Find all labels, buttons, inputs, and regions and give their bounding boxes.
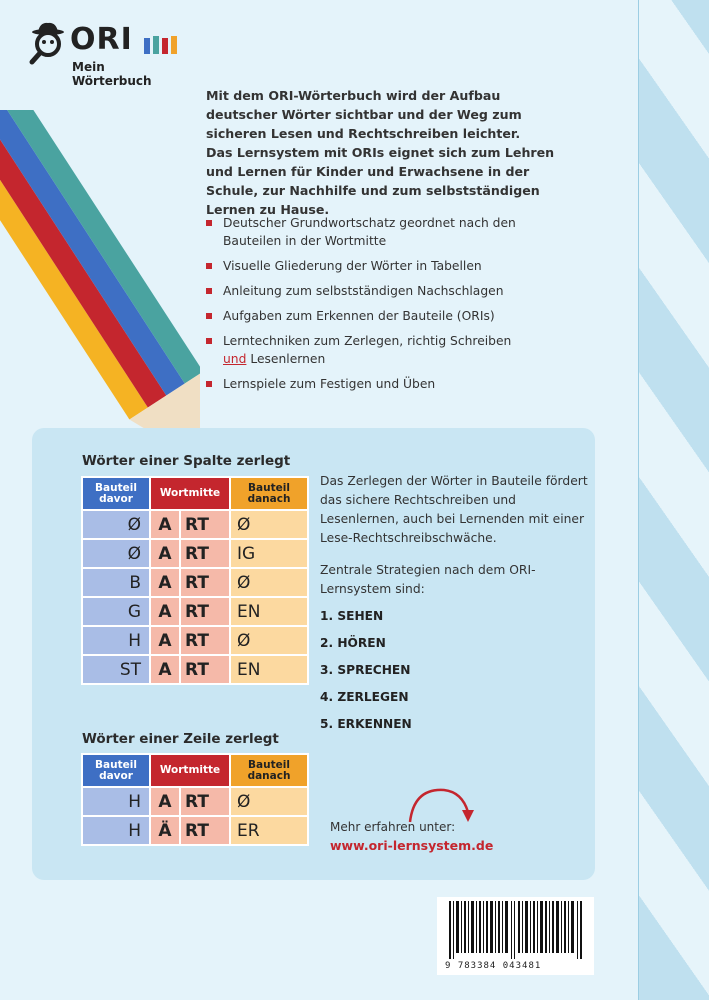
- cell-before: ST: [82, 655, 150, 684]
- cell-vowel: A: [150, 568, 180, 597]
- table-row: [82, 568, 308, 597]
- table-row: [82, 626, 308, 655]
- strategy-item: 3. SPRECHEN: [320, 663, 411, 677]
- feature-item: Aufgaben zum Erkennen der Bauteile (ORIs): [206, 307, 536, 325]
- feature-highlight: und: [223, 352, 247, 366]
- decorative-stripes: [639, 0, 709, 1000]
- intro-paragraph-2: Das Lernsystem mit ORIs eignet sich zum Lehren und Lernen für Kinder und Erwachsene in der Schule, zur Nachhilfe und zum selbstständigen Lernen zu Hause.: [206, 145, 555, 217]
- cell-vowel: A: [150, 510, 180, 539]
- more-info-label: Mehr erfahren unter:: [330, 820, 456, 834]
- logo: [28, 22, 188, 88]
- table-row: [82, 816, 308, 845]
- intro-paragraph-1: Mit dem ORI-Wörterbuch wird der Aufbau deutscher Wörter sichtbar und der Weg zum sicheren Lesen und Rechtschreiben leichter.: [206, 88, 522, 141]
- cell-vowel: A: [150, 787, 180, 816]
- cell-middle: RT: [180, 816, 230, 845]
- cell-before: H: [82, 626, 150, 655]
- cell-middle: RT: [180, 626, 230, 655]
- cell-before: H: [82, 787, 150, 816]
- cell-middle: RT: [180, 568, 230, 597]
- logo-wordmark: ORI: [70, 22, 133, 57]
- strategy-item: 4. ZERLEGEN: [320, 690, 409, 704]
- barcode-bars: [445, 901, 587, 959]
- cell-before: Ø: [82, 510, 150, 539]
- cell-after: Ø: [230, 510, 308, 539]
- table-column-title: Wörter einer Spalte zerlegt: [82, 453, 291, 469]
- word-table-row: [81, 753, 309, 846]
- word-table-column: [81, 476, 309, 685]
- cell-vowel: A: [150, 655, 180, 684]
- detective-icon: [28, 22, 72, 72]
- cell-after: Ø: [230, 626, 308, 655]
- table-row: [82, 510, 308, 539]
- table-row: [82, 655, 308, 684]
- cell-vowel: A: [150, 597, 180, 626]
- header-middle: Wortmitte: [150, 477, 230, 510]
- pencil-illustration: [0, 110, 200, 450]
- cell-before: H: [82, 816, 150, 845]
- header-after: Bauteil danach: [230, 754, 308, 787]
- cell-middle: RT: [180, 597, 230, 626]
- cell-after: Ø: [230, 568, 308, 597]
- cell-before: G: [82, 597, 150, 626]
- cell-middle: RT: [180, 787, 230, 816]
- strategies-intro: Zentrale Strategien nach dem ORI-Lernsystem sind:: [320, 563, 536, 596]
- feature-item: Anleitung zum selbstständigen Nachschlagen: [206, 282, 536, 300]
- strategy-item: 1. SEHEN: [320, 609, 384, 623]
- feature-text: Lesenlernen: [250, 352, 326, 366]
- cell-after: IG: [230, 539, 308, 568]
- cell-middle: RT: [180, 510, 230, 539]
- intro-text: [206, 86, 566, 219]
- cell-after: EN: [230, 597, 308, 626]
- header-after: Bauteil danach: [230, 477, 308, 510]
- spine-divider: [638, 0, 639, 1000]
- table-row: [82, 539, 308, 568]
- cell-middle: RT: [180, 655, 230, 684]
- cell-after: EN: [230, 655, 308, 684]
- header-before: Bauteil davor: [82, 754, 150, 787]
- table-row: [82, 597, 308, 626]
- cell-middle: RT: [180, 539, 230, 568]
- feature-item: Visuelle Gliederung der Wörter in Tabellen: [206, 257, 536, 275]
- barcode: [437, 897, 594, 975]
- header-before: Bauteil davor: [82, 477, 150, 510]
- cell-vowel: A: [150, 626, 180, 655]
- feature-item: Lernspiele zum Festigen und Üben: [206, 375, 536, 393]
- table-row: [82, 787, 308, 816]
- strategy-item: 5. ERKENNEN: [320, 717, 412, 731]
- cell-before: B: [82, 568, 150, 597]
- header-middle: Wortmitte: [150, 754, 230, 787]
- feature-list: [206, 214, 536, 393]
- feature-item: Deutscher Grundwortschatz geordnet nach den Bauteilen in der Wortmitte: [206, 214, 536, 250]
- cell-after: Ø: [230, 787, 308, 816]
- description-text: Das Zerlegen der Wörter in Bauteile fördert das sichere Rechtschreiben und Lesenlernen, auch bei Lernenden mit einer Lese-Rechtschreibschwäche.: [320, 474, 588, 545]
- cell-before: Ø: [82, 539, 150, 568]
- cell-after: ER: [230, 816, 308, 845]
- description-block: [320, 472, 590, 742]
- logo-subtitle: Mein Wörterbuch: [72, 60, 152, 88]
- barcode-number: 9 783384 043481: [445, 961, 542, 971]
- feature-item: [206, 332, 536, 368]
- cell-vowel: A: [150, 539, 180, 568]
- strategy-list: [320, 607, 590, 742]
- feature-text: Lerntechniken zum Zerlegen, richtig Schreiben: [223, 334, 512, 348]
- website-link[interactable]: www.ori-lernsystem.de: [330, 838, 494, 853]
- logo-color-bars-icon: [144, 34, 178, 54]
- table-row-title: Wörter einer Zeile zerlegt: [82, 731, 279, 747]
- cell-vowel: Ä: [150, 816, 180, 845]
- strategy-item: 2. HÖREN: [320, 636, 386, 650]
